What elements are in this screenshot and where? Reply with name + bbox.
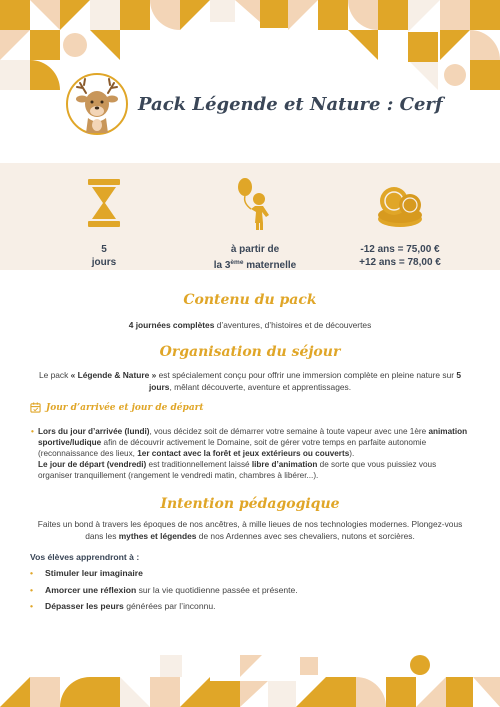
list-item: • Stimuler leur imaginaire [30,568,470,579]
hourglass-icon [74,173,134,233]
organisation-heading: Organisation du séjour [159,344,341,360]
price-child: -12 ans = 75,00 € [360,244,440,255]
bottom-geometric-decoration [0,645,500,707]
duration-unit: jours [91,257,117,268]
bullet-icon: • [31,427,34,436]
age-line-2: la 3ème maternelle [213,259,297,271]
price-teen: +12 ans = 78,00 € [359,257,441,268]
intention-text: Faites un bond à travers les époques de nos ancêtres, à mille lieues de nos technologies modernes. Plongez-vous dans les mythes et légendes de nos Ardennes avec ses chevaliers, nutons et sorcières. [37,519,463,541]
child-balloon-icon [225,173,285,233]
intention-heading: Intention pédagogique [160,496,340,512]
coins-icon [370,173,430,233]
organisation-text: Le pack « Légende & Nature » est spécialement conçu pour offrir une immersion complète en pleine nature sur 5 jours, mêlant découverte, aventure et apprentissages. [38,370,462,392]
contenu-heading: Contenu du pack [183,292,317,308]
arrival-text [31,426,468,481]
deer-icon [66,73,128,135]
students-title: Vos élèves apprendront à : [30,552,140,562]
students-list [30,568,470,618]
contenu-text: 4 journées complètes d’aventures, d’histoires et de découvertes [128,320,372,330]
arrival-heading-label: Jour d’arrivée et jour de départ [46,402,204,413]
arrival-heading [30,402,204,413]
info-band [0,163,500,270]
calendar-icon [30,402,41,413]
arrival-paragraph: Lors du jour d’arrivée (lundi), vous décidez soit de démarrer votre semaine à toute vapeur avec une 1ère animation sportive/ludique afin de découvrir activement le Domaine, soit de gérer votre temps en parfaite autonomie (reconnaissance des lieux, 1er contact avec la forêt et jeux extérieurs ou couverts). [38,427,468,458]
document-header [66,68,443,140]
duration-info [34,173,174,269]
list-item: • Amorcer une réflexion sur la vie quotidienne passée et présente. [30,585,470,596]
list-item: • Dépasser les peurs générées par l’inconnu. [30,601,470,612]
page-title: Pack Légende et Nature : Cerf [138,93,443,115]
price-info [330,173,470,269]
age-info [185,173,325,272]
duration-value: 5 [101,244,107,255]
age-line-1: à partir de [230,244,280,255]
departure-paragraph: Le jour de départ (vendredi) est traditionnellement laissé libre d’animation de sorte que vous puissiez vous organiser tranquillement (rangement le vendredi matin, chambres à libérer...). [38,460,437,480]
